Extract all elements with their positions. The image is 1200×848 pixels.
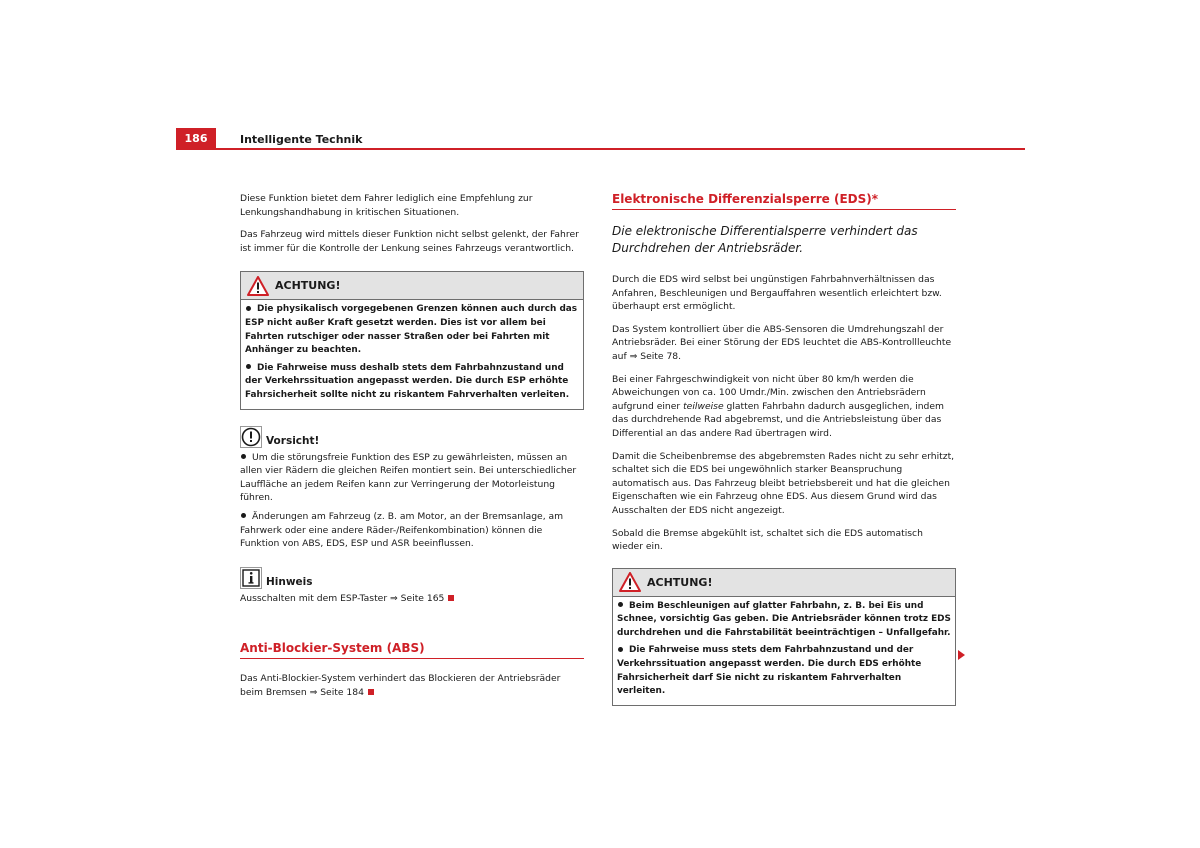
eds-paragraph-2: Das System kontrolliert über die ABS-Sensoren die Umdrehungszahl der Antriebsräder. Bei einer Störung der EDS leuchtet die ABS-Kontrollleuchte auf ⇒ Seite 78.	[612, 323, 952, 362]
bullet-icon	[246, 364, 251, 369]
page-number: 186	[176, 128, 216, 150]
chapter-title: Intelligente Technik	[240, 133, 363, 146]
caution-title: Vorsicht!	[266, 434, 320, 447]
left-column	[240, 192, 584, 708]
bullet-icon	[246, 306, 251, 311]
caution-body	[240, 451, 584, 551]
eds-paragraph-5: Sobald die Bremse abgekühlt ist, schaltet sich die EDS automatisch wieder ein.	[612, 527, 923, 553]
info-icon	[240, 567, 262, 589]
abs-paragraph: Das Anti-Blockier-System verhindert das Blockieren der Antriebsräder beim Bremsen ⇒ Seite 184	[240, 673, 561, 698]
warning-body	[241, 300, 583, 408]
bullet-icon	[241, 513, 246, 518]
warning-title: ACHTUNG!	[647, 575, 713, 589]
right-column	[612, 192, 956, 706]
warning-header	[613, 569, 955, 597]
caution-header	[240, 426, 584, 448]
abs-page-ref[interactable]: Seite 184	[320, 686, 364, 698]
eds-paragraph-3: Bei einer Fahrgeschwindigkeit von nicht über 80 km/h werden die Abweichungen von ca. 100 Umdr./Min. zwischen den Antriebsrädern aufgrund einer teilweise glatten Fahrbahn dadurch ausgeglichen, indem das durchdrehende Rad abgebremst, und die Antriebsleistung über das Differential an das andere Rad übertragen wird.	[612, 373, 944, 439]
warning-header	[241, 272, 583, 300]
intro-paragraph-2: Das Fahrzeug wird mittels dieser Funktion nicht selbst gelenkt, der Fahrer ist immer für die Kontrolle der Lenkung seines Fahrzeugs verantwortlich.	[240, 229, 579, 254]
page-ref-arrow-icon: ⇒	[390, 592, 398, 604]
warning-item: Die physikalisch vorgegebenen Grenzen können auch durch das ESP nicht außer Kraft gesetzt werden. Dies ist vor allem bei Fahrten rutschiger oder nasser Straßen oder bei Fahrten mit Anhänger zu beachten.	[245, 304, 578, 356]
eds-page-ref[interactable]: Seite 78.	[640, 350, 682, 362]
warning-item: Die Fahrweise muss deshalb stets dem Fahrbahnzustand und der Verkehrssituation angepasst werden. Die durch ESP erhöhte Fahrsicherheit sollte nicht zu riskantem Fahrverhalten verleiten.	[245, 362, 570, 400]
abs-section-title: Anti-Blockier-System (ABS)	[240, 641, 584, 659]
hint-body	[240, 592, 584, 606]
warning-box-eds	[612, 568, 956, 706]
caution-item: Um die störungsfreie Funktion des ESP zu gewährleisten, müssen an allen vier Rädern die gleichen Reifen montiert sein. Bei unterschiedlicher Lauffläche an jedem Reifen kann zur Verringerung der Motorleistung führen.	[240, 451, 577, 504]
warning-item: Die Fahrweise muss stets dem Fahrbahnzustand und der Verkehrssituation angepasst werden. Die durch EDS erhöhte Fahrsicherheit darf Sie nicht zu riskantem Fahrverhalten verleiten.	[617, 645, 922, 697]
warning-triangle-icon	[619, 572, 641, 592]
end-marker-icon	[448, 595, 454, 601]
header-divider	[176, 148, 1025, 150]
hint-text: Ausschalten mit dem ESP-Taster ⇒ Seite 165	[240, 592, 584, 606]
bullet-icon	[618, 602, 623, 607]
page-ref-arrow-icon: ⇒	[629, 350, 638, 362]
eds-section-title: Elektronische Differenzialsperre (EDS)*	[612, 192, 956, 210]
warning-body	[613, 597, 955, 705]
warning-title: ACHTUNG!	[275, 279, 341, 293]
eds-paragraph-1: Durch die EDS wird selbst bei ungünstigen Fahrbahnverhältnissen das Anfahren, Beschleunigen und Bergauffahren wesentlich erleichtert bzw. überhaupt erst ermöglicht.	[612, 274, 942, 313]
bullet-icon	[241, 454, 246, 459]
eds-lead-text: Die elektronische Differentialsperre verhindert das Durchdrehen der Antriebsräder.	[612, 224, 918, 255]
hint-title: Hinweis	[266, 575, 313, 588]
hint-header	[240, 567, 584, 589]
caution-item: Änderungen am Fahrzeug (z. B. am Motor, an der Bremsanlage, am Fahrwerk oder eine andere Räder-/Reifenkombination) können die Funktion von ABS, EDS, ESP und ASR beeinflussen.	[240, 510, 564, 550]
warning-item: Beim Beschleunigen auf glatter Fahrbahn, z. B. bei Eis und Schnee, vorsichtig Gas geben. Die Antriebsräder können trotz EDS durchdrehen und die Fahrstabilität beeinträchtigen – Unfallgefahr.	[617, 600, 951, 638]
next-page-arrow-icon	[958, 650, 965, 660]
bullet-icon	[618, 647, 623, 652]
caution-exclamation-icon	[240, 426, 262, 448]
warning-triangle-icon	[247, 276, 269, 296]
end-marker-icon	[368, 689, 374, 695]
intro-paragraph-1: Diese Funktion bietet dem Fahrer lediglich eine Empfehlung zur Lenkungshandhabung in kritischen Situationen.	[240, 193, 533, 218]
page-ref-arrow-icon: ⇒	[309, 686, 318, 698]
warning-box-esp	[240, 271, 584, 409]
eds-paragraph-4: Damit die Scheibenbremse des abgebremsten Rades nicht zu sehr erhitzt, schaltet sich die EDS bei ungewöhnlich starker Beanspruchung automatisch aus. Das Fahrzeug bleibt betriebsbereit und hat die gleichen Eigenschaften wie ein Fahrzeug ohne EDS. Aus diesem Grund wird das Ausschalten der EDS nicht angezeigt.	[612, 450, 955, 516]
hint-page-ref[interactable]: Seite 165	[400, 592, 445, 604]
